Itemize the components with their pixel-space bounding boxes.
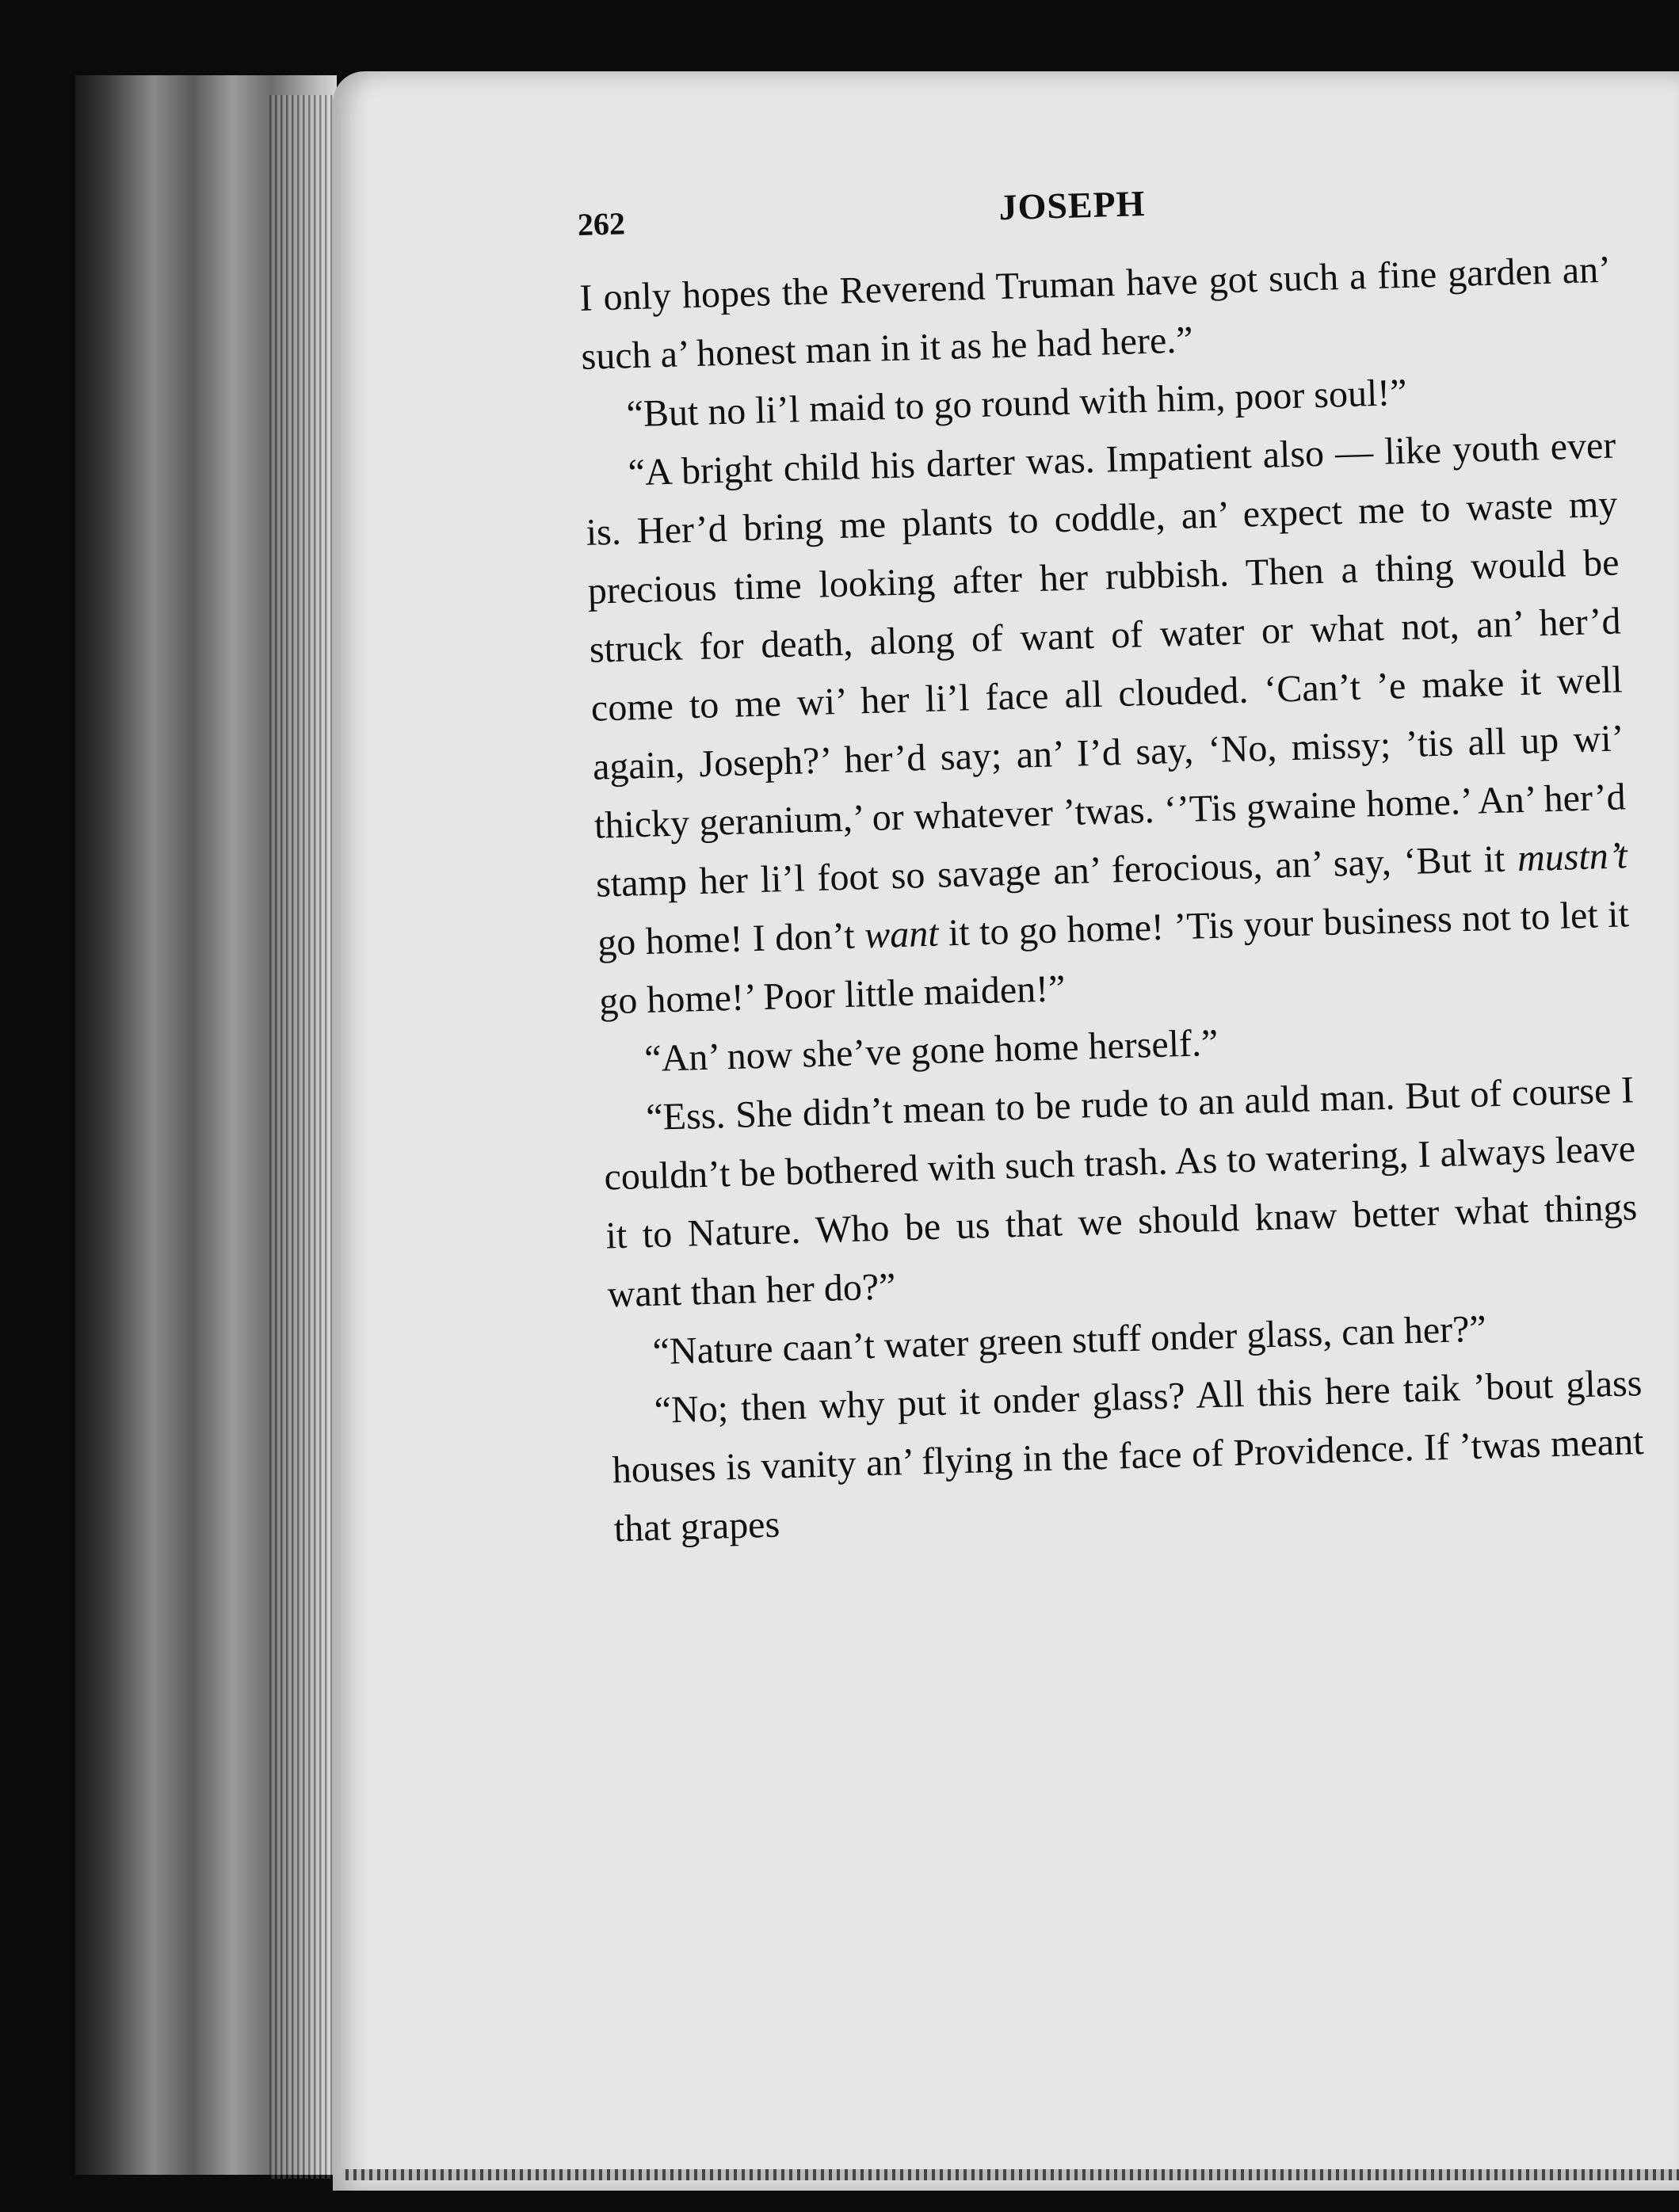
body-text [579,241,1647,1559]
paragraph: “Ess. She didn’t mean to be rude to an auld man. But of course I couldn’t be bothered with such trash. As to watering, I always leave it to Nature. Who be us that we should knaw better what things want than her do?” [603,1069,1638,1316]
italic-text: mustn’t [1517,834,1628,880]
paragraph: “Nature caan’t water green stuff onder glass, can her?” [651,1307,1487,1373]
page-number: 262 [577,205,626,242]
text-block [577,170,1646,1559]
paragraph: I only hopes the Reverend Truman have got such a fine garden an’ such a’ honest man in it as he had here.” [578,248,1612,378]
page-bottom-edge [341,2169,1679,2180]
text-run: “A bright child his darter was. Impatient also — like youth ever is. Her’d bring me plants to coddle, an’ expect me to waste my precious time looking after her rubbish. Then a thing would be struck for death, along of want of water or what not, an’ her’d come to me wi’ her li’l face all clouded. ‘Can’t ’e make it well again, Joseph?’ her’d say; an’ I’d say, ‘No, missy; ’tis all up wi’ thicky geranium,’ or whatever ’twas. ‘’Tis gwaine home.’ An’ her’d stamp her li’l foot so savage an’ ferocious, an’ say, ‘But it [586,424,1627,906]
paragraph: “But no li’l maid to go round with him, poor soul!” [625,371,1408,436]
text-run: go home! I don’t [597,914,865,964]
italic-text: want [864,912,940,957]
paragraph [584,417,1631,1032]
paragraph: “No; then why put it onder glass? All this here taik ’bout glass houses is vanity an’ flying in the face of Providence. If ’twas meant that grapes [612,1362,1645,1550]
text-run: it to go home! ’Tis your business not to let it go home!’ Poor little maiden!” [598,893,1630,1023]
running-title: JOSEPH [998,182,1147,228]
page-edge-lines [269,95,341,2179]
paragraph: “An’ now she’ve gone home herself.” [643,1021,1219,1081]
